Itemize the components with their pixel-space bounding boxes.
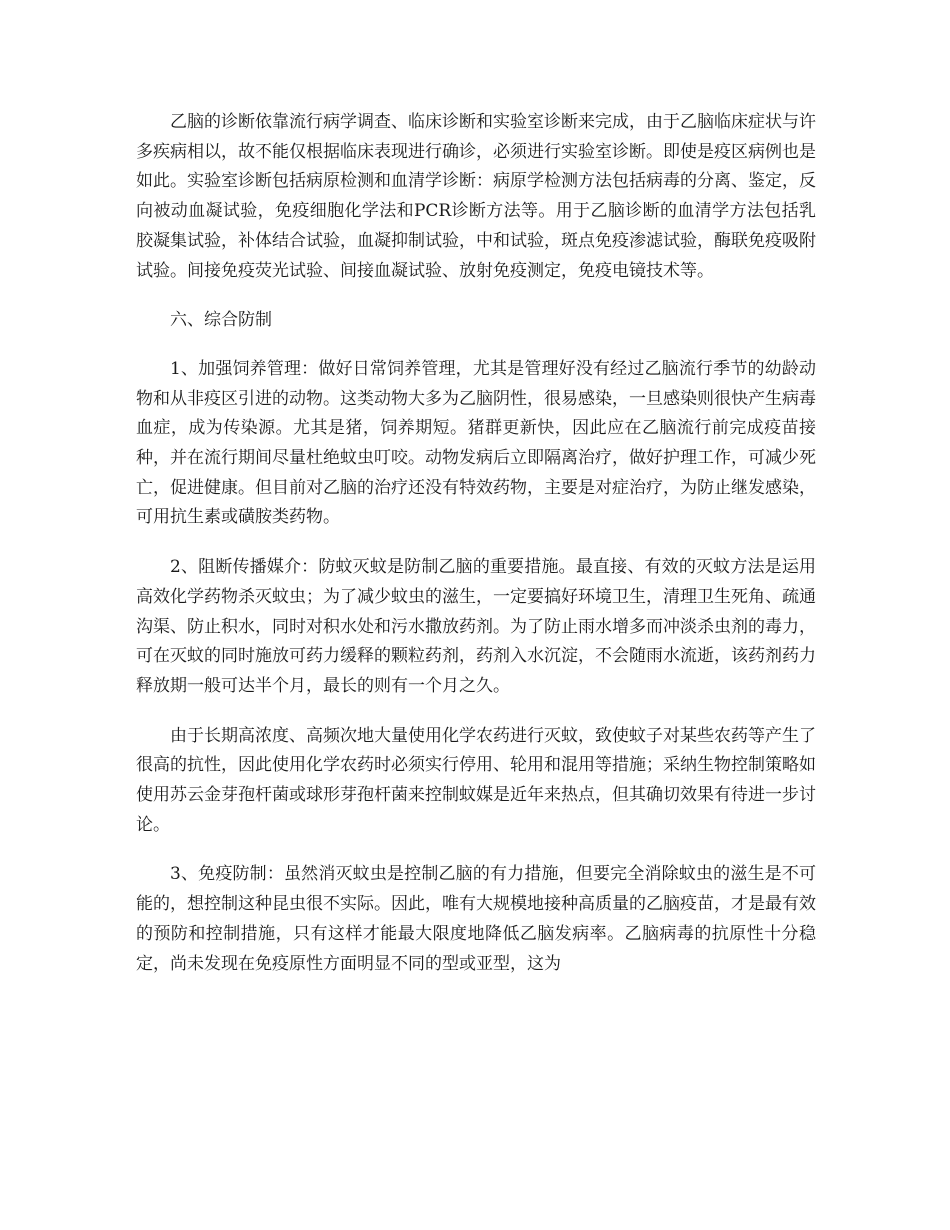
paragraph-block-transmission: 2、阻断传播媒介：防蚊灭蚊是防制乙脑的重要措施。最直接、有效的灭蚊方法是运用高效化学药物杀灭蚊虫；为了减少蚊虫的滋生，一定要搞好环境卫生，清理卫生死角、疏通沟渠、防止积水，同时对积水处和污水撒放药剂。为了防止雨水增多而冲淡杀虫剂的毒力，可在灭蚊的同时施放可药力缓释的颗粒药剂，药剂入水沉淀，不会随雨水流逝，该药剂药力释放期一般可达半个月，最长的则有一个月之久。: [136, 557, 816, 696]
section-heading: 六、综合防制: [170, 310, 272, 331]
paragraph-immunization: 3、免疫防制：虽然消灭蚊虫是控制乙脑的有力措施，但要完全消除蚊虫的滋生是不可能的，想控制这种昆虫很不实际。因此，唯有大规模地接种高质量的乙脑疫苗，才是最有效的预防和控制措施，只有这样才能最大限度地降低乙脑发病率。乙脑病毒的抗原性十分稳定，尚未发现在免疫原性方面明显不同的型或亚型，这为: [136, 864, 816, 974]
paragraph-resistance: 由于长期高浓度、高频次地大量使用化学农药进行灭蚊，致使蚊子对某些农药等产生了很高的抗性，因此使用化学农药时必须实行停用、轮用和混用等措施；采纳生物控制策略如使用苏云金芽孢杆菌或球形芽孢杆菌来控制蚊媒是近年来热点，但其确切效果有待进一步讨论。: [136, 725, 816, 835]
paragraph-diagnosis: 乙脑的诊断依靠流行病学调查、临床诊断和实验室诊断来完成，由于乙脑临床症状与许多疾病相以，故不能仅根据临床表现进行确诊，必须进行实验室诊断。即使是疫区病例也是如此。实验室诊断包括病原检测和血清学诊断：病原学检测方法包括病毒的分离、鉴定，反向被动血凝试验，免疫细胞化学法和PCR诊断方法等。用于乙脑诊断的血清学方法包括乳胶凝集试验，补体结合试验，血凝抑制试验，中和试验，斑点免疫渗滤试验，酶联免疫吸附试验。间接免疫荧光试验、间接血凝试验、放射免疫测定，免疫电镜技术等。: [136, 112, 816, 281]
document-body: [136, 108, 816, 999]
paragraph-feeding-management: 1、加强饲养管理：做好日常饲养管理，尤其是管理好没有经过乙脑流行季节的幼龄动物和从非疫区引进的动物。这类动物大多为乙脑阴性，很易感染，一旦感染则很快产生病毒血症，成为传染源。尤其是猪，饲养期短。猪群更新快，因此应在乙脑流行前完成疫苗接种，并在流行期间尽量杜绝蚊虫叮咬。动物发病后立即隔离治疗，做好护理工作，可减少死亡，促进健康。但目前对乙脑的治疗还没有特效药物，主要是对症治疗，为防止继发感染，可用抗生素或磺胺类药物。: [136, 358, 816, 528]
